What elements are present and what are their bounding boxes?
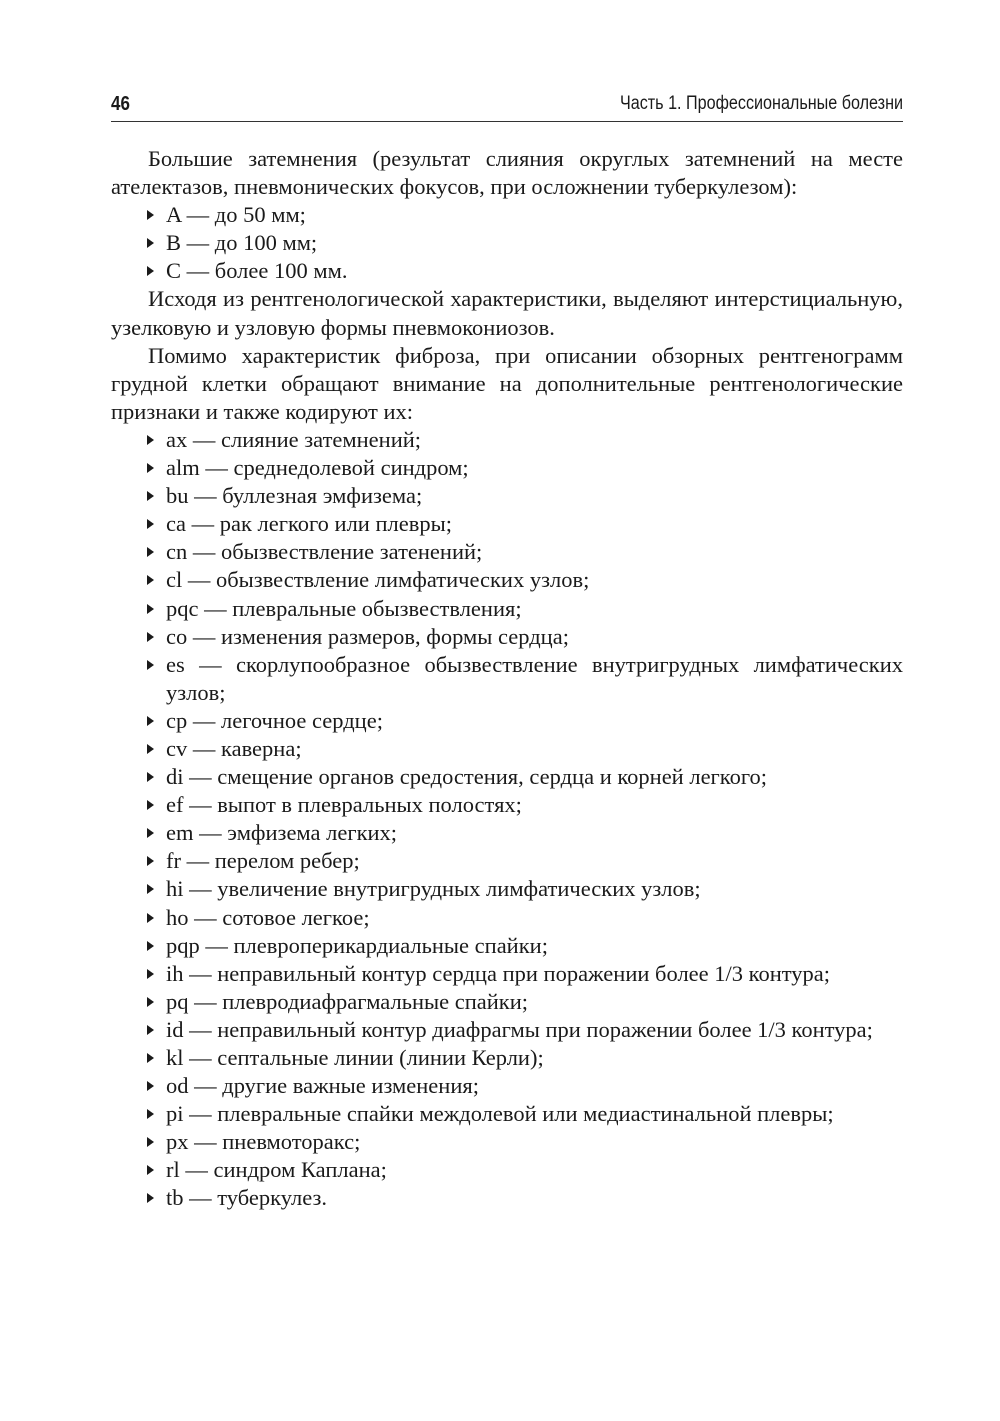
list-item (111, 707, 903, 735)
list-item (111, 1072, 903, 1100)
page-number: 46 (111, 93, 130, 115)
triangle-bullet-icon (147, 463, 154, 473)
list-item-text: cv — каверна; (166, 735, 302, 761)
list-item-text: tb — туберкулез. (166, 1185, 328, 1211)
list-item (111, 791, 903, 819)
list-item-text: cl — обызвествление лимфатических узлов; (166, 567, 590, 593)
paragraph-additional-signs: Помимо характеристик фиброза, при описании обзорных рентгенограмм грудной клетки обращают внимание на дополнительные рентгенологические признаки и также кодируют их: (111, 342, 903, 424)
list-item-text: C — более 100 мм. (166, 258, 348, 284)
page-body (111, 145, 903, 1213)
triangle-bullet-icon (147, 828, 154, 838)
triangle-bullet-icon (147, 660, 154, 670)
list-item (111, 735, 903, 763)
triangle-bullet-icon (147, 435, 154, 445)
triangle-bullet-icon (147, 266, 154, 276)
list-item-text: ef — выпот в плевральных полостях; (166, 792, 522, 818)
running-title: Часть 1. Профессиональные болезни (619, 93, 903, 114)
list-item (111, 932, 903, 960)
triangle-bullet-icon (147, 210, 154, 220)
list-item-text: pi — плевральные спайки междолевой или медиастинальной плевры; (166, 1101, 834, 1127)
triangle-bullet-icon (147, 519, 154, 529)
triangle-bullet-icon (147, 1193, 154, 1203)
list-item (111, 566, 903, 594)
list-item (111, 1100, 903, 1128)
paragraph-forms: Исходя из рентгенологической характеристики, выделяют интерстициальную, узелковую и узловую формы пневмокониозов. (111, 286, 903, 340)
list-item-text: rl — синдром Каплана; (166, 1157, 387, 1183)
list-item-text: alm — среднедолевой синдром; (166, 455, 469, 481)
list-item-text: hi — увеличение внутригрудных лимфатических узлов; (166, 876, 701, 902)
list-item-text: kl — септальные линии (линии Керли); (166, 1045, 544, 1070)
list-item (111, 510, 903, 538)
triangle-bullet-icon (147, 997, 154, 1007)
list-item (111, 201, 903, 229)
triangle-bullet-icon (147, 772, 154, 782)
list-item-text: bu — буллезная эмфизема; (166, 483, 423, 509)
list-item-text: cp — легочное сердце; (166, 707, 383, 733)
list-item-text: A — до 50 мм; (166, 202, 306, 228)
list-item-text: B — до 100 мм; (166, 230, 318, 256)
triangle-bullet-icon (147, 632, 154, 642)
list-item-text: es — скорлупообразное обызвествление внутригрудных лимфатических узлов; (166, 651, 903, 705)
triangle-bullet-icon (147, 238, 154, 248)
triangle-bullet-icon (147, 744, 154, 754)
triangle-bullet-icon (147, 913, 154, 923)
list-item (111, 1156, 903, 1184)
list-item (111, 482, 903, 510)
list-item-text: cn — обызвествление затенений; (166, 539, 483, 565)
list-item (111, 257, 903, 285)
triangle-bullet-icon (147, 884, 154, 894)
list-item (111, 1044, 903, 1072)
triangle-bullet-icon (147, 716, 154, 726)
list-item-text: co — изменения размеров, формы сердца; (166, 623, 569, 649)
list-item-text: fr — перелом ребер; (166, 848, 360, 874)
triangle-bullet-icon (147, 1025, 154, 1035)
list-item (111, 904, 903, 932)
triangle-bullet-icon (147, 856, 154, 866)
triangle-bullet-icon (147, 1109, 154, 1119)
triangle-bullet-icon (147, 941, 154, 951)
triangle-bullet-icon (147, 969, 154, 979)
triangle-bullet-icon (147, 1081, 154, 1091)
triangle-bullet-icon (147, 1137, 154, 1147)
list-item (111, 763, 903, 791)
list-item (111, 538, 903, 566)
triangle-bullet-icon (147, 575, 154, 585)
triangle-bullet-icon (147, 547, 154, 557)
triangle-bullet-icon (147, 604, 154, 614)
list-item-text: ca — рак легкого или плевры; (166, 511, 452, 537)
list-item (111, 960, 903, 988)
list-item (111, 988, 903, 1016)
list-item (111, 1016, 903, 1044)
list-item-text: id — неправильный контур диафрагмы при поражении более 1/3 контура; (166, 1016, 873, 1042)
list-item-text: px — пневмоторакс; (166, 1129, 361, 1155)
list-item (111, 1184, 903, 1212)
list-item-text: ih — неправильный контур сердца при поражении более 1/3 контура; (166, 960, 831, 986)
size-list (111, 201, 903, 285)
paragraph-large-opacities: Большие затемнения (результат слияния округлых затемнений на месте ателектазов, пневмонических фокусов, при осложнении туберкулезом): (111, 146, 903, 200)
triangle-bullet-icon (147, 491, 154, 501)
triangle-bullet-icon (147, 1053, 154, 1063)
list-item (111, 595, 903, 623)
list-item-text: od — другие важные изменения; (166, 1073, 479, 1099)
triangle-bullet-icon (147, 800, 154, 810)
list-item-text: pqp — плевроперикардиальные спайки; (166, 932, 548, 958)
list-item (111, 1128, 903, 1156)
list-item-text: di — смещение органов средостения, сердца и корней легкого; (166, 764, 767, 790)
list-item-text: ax — слияние затемнений; (166, 426, 422, 452)
list-item-text: pqc — плевральные обызвествления; (166, 595, 522, 621)
list-item (111, 229, 903, 257)
list-item (111, 651, 903, 707)
triangle-bullet-icon (147, 1165, 154, 1175)
list-item (111, 819, 903, 847)
list-item-text: pq — плевродиафрагмальные спайки; (166, 988, 529, 1014)
list-item-text: ho — сотовое легкое; (166, 904, 370, 930)
list-item (111, 847, 903, 875)
list-item (111, 623, 903, 651)
list-item (111, 454, 903, 482)
page-header (111, 91, 903, 122)
list-item (111, 426, 903, 454)
list-item-text: em — эмфизема легких; (166, 820, 398, 846)
list-item (111, 875, 903, 903)
codes-list (111, 426, 903, 1213)
